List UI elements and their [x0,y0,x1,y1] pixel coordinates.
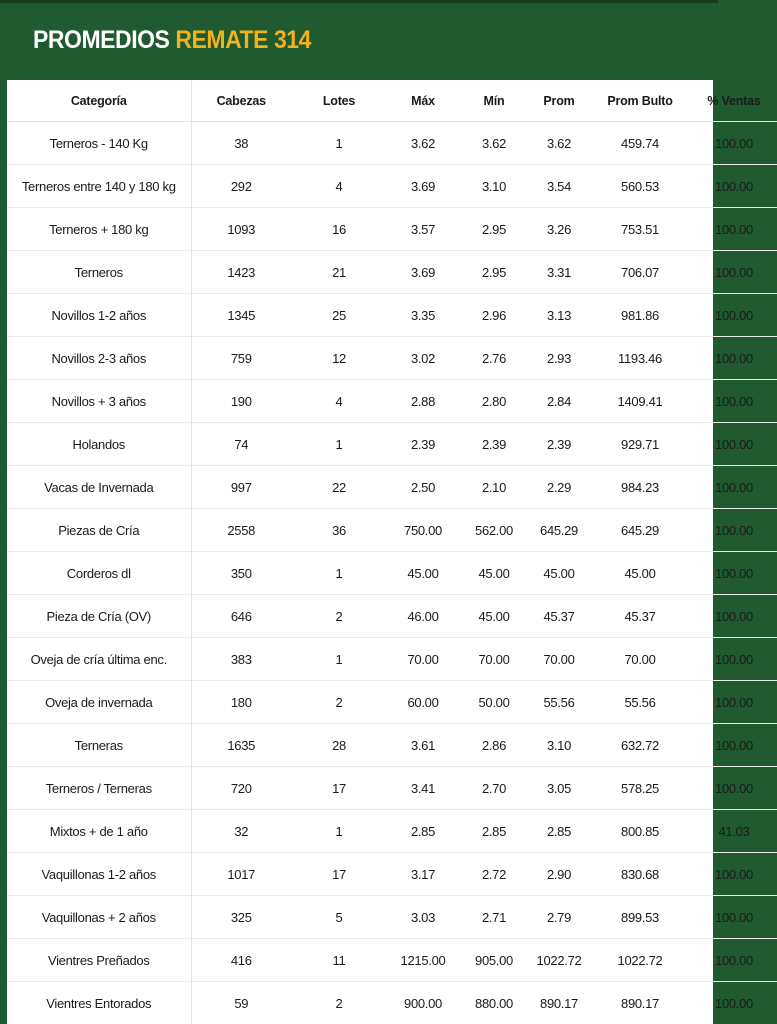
table-row [7,552,777,595]
cell-min: 2.70 [459,767,529,810]
table-row [7,337,777,380]
cell-heads: 383 [191,638,291,681]
table-panel [7,80,761,1024]
cell-sales-pct: 100.00 [691,165,777,208]
cell-avg-bulk: 578.25 [589,767,691,810]
cell-avg-bulk: 632.72 [589,724,691,767]
cell-min: 45.00 [459,595,529,638]
cell-lots: 17 [291,767,387,810]
cell-avg: 2.39 [529,423,589,466]
column-header-category: Categoría [7,80,191,122]
cell-category: Vientres Entorados [7,982,191,1024]
cell-avg: 45.37 [529,595,589,638]
cell-lots: 2 [291,681,387,724]
cell-avg: 3.10 [529,724,589,767]
cell-max: 60.00 [387,681,459,724]
cell-sales-pct: 100.00 [691,294,777,337]
cell-sales-pct: 100.00 [691,380,777,423]
cell-avg: 70.00 [529,638,589,681]
cell-avg-bulk: 890.17 [589,982,691,1024]
cell-avg-bulk: 1022.72 [589,939,691,982]
cell-min: 2.95 [459,251,529,294]
cell-lots: 28 [291,724,387,767]
column-header-min: Mín [459,80,529,122]
cell-lots: 4 [291,165,387,208]
cell-min: 2.85 [459,810,529,853]
cell-max: 46.00 [387,595,459,638]
cell-heads: 325 [191,896,291,939]
cell-lots: 22 [291,466,387,509]
cell-min: 2.80 [459,380,529,423]
page-title [33,26,311,55]
cell-category: Terneros entre 140 y 180 kg [7,165,191,208]
cell-sales-pct: 100.00 [691,982,777,1024]
cell-max: 750.00 [387,509,459,552]
cell-sales-pct: 100.00 [691,638,777,681]
table-row [7,122,777,165]
table-row [7,251,777,294]
cell-heads: 759 [191,337,291,380]
cell-heads: 720 [191,767,291,810]
cell-lots: 4 [291,380,387,423]
cell-category: Terneros / Terneras [7,767,191,810]
cell-avg-bulk: 981.86 [589,294,691,337]
cell-sales-pct: 41.03 [691,810,777,853]
table-row [7,896,777,939]
cell-lots: 17 [291,853,387,896]
cell-lots: 1 [291,423,387,466]
cell-avg-bulk: 929.71 [589,423,691,466]
cell-category: Oveja de invernada [7,681,191,724]
cell-sales-pct: 100.00 [691,939,777,982]
cell-avg: 3.54 [529,165,589,208]
cell-max: 2.39 [387,423,459,466]
table-row [7,982,777,1024]
table-row [7,681,777,724]
averages-table [7,80,777,1024]
cell-min: 2.71 [459,896,529,939]
cell-min: 880.00 [459,982,529,1024]
cell-avg-bulk: 645.29 [589,509,691,552]
table-row [7,208,777,251]
cell-avg-bulk: 984.23 [589,466,691,509]
column-header-sales-pct: % Ventas [691,80,777,122]
cell-category: Holandos [7,423,191,466]
cell-min: 3.62 [459,122,529,165]
cell-category: Terneros [7,251,191,294]
cell-heads: 38 [191,122,291,165]
cell-max: 3.57 [387,208,459,251]
cell-heads: 1423 [191,251,291,294]
cell-avg-bulk: 830.68 [589,853,691,896]
cell-avg-bulk: 459.74 [589,122,691,165]
page-header [0,0,718,80]
cell-category: Mixtos + de 1 año [7,810,191,853]
cell-avg: 2.29 [529,466,589,509]
table-row [7,466,777,509]
cell-avg: 2.85 [529,810,589,853]
cell-avg-bulk: 70.00 [589,638,691,681]
cell-avg: 1022.72 [529,939,589,982]
cell-heads: 350 [191,552,291,595]
table-row [7,423,777,466]
cell-sales-pct: 100.00 [691,853,777,896]
cell-max: 3.41 [387,767,459,810]
cell-max: 3.17 [387,853,459,896]
cell-heads: 1635 [191,724,291,767]
cell-max: 3.03 [387,896,459,939]
cell-category: Vientres Preñados [7,939,191,982]
cell-lots: 11 [291,939,387,982]
cell-heads: 32 [191,810,291,853]
cell-avg: 3.62 [529,122,589,165]
cell-max: 3.02 [387,337,459,380]
cell-sales-pct: 100.00 [691,122,777,165]
cell-lots: 5 [291,896,387,939]
cell-avg-bulk: 706.07 [589,251,691,294]
cell-min: 45.00 [459,552,529,595]
cell-sales-pct: 100.00 [691,724,777,767]
cell-heads: 180 [191,681,291,724]
cell-max: 900.00 [387,982,459,1024]
cell-min: 2.96 [459,294,529,337]
table-row [7,638,777,681]
cell-min: 3.10 [459,165,529,208]
cell-category: Terneros + 180 kg [7,208,191,251]
cell-lots: 25 [291,294,387,337]
cell-lots: 12 [291,337,387,380]
column-header-heads: Cabezas [191,80,291,122]
cell-lots: 1 [291,552,387,595]
column-header-avg-bulk: Prom Bulto [589,80,691,122]
cell-lots: 16 [291,208,387,251]
cell-lots: 2 [291,595,387,638]
title-part-white: PROMEDIOS [33,26,170,54]
cell-heads: 292 [191,165,291,208]
table-row [7,509,777,552]
table-row [7,380,777,423]
cell-sales-pct: 100.00 [691,552,777,595]
cell-max: 2.50 [387,466,459,509]
cell-avg: 645.29 [529,509,589,552]
cell-heads: 2558 [191,509,291,552]
cell-avg: 2.79 [529,896,589,939]
cell-max: 2.88 [387,380,459,423]
cell-min: 2.10 [459,466,529,509]
column-header-lots: Lotes [291,80,387,122]
cell-avg-bulk: 560.53 [589,165,691,208]
cell-avg: 3.31 [529,251,589,294]
table-row [7,724,777,767]
cell-max: 70.00 [387,638,459,681]
cell-avg: 3.26 [529,208,589,251]
cell-sales-pct: 100.00 [691,208,777,251]
table-row [7,939,777,982]
cell-avg-bulk: 753.51 [589,208,691,251]
cell-max: 2.85 [387,810,459,853]
column-header-max: Máx [387,80,459,122]
cell-avg-bulk: 899.53 [589,896,691,939]
cell-heads: 416 [191,939,291,982]
table-body [7,122,777,1024]
cell-heads: 74 [191,423,291,466]
cell-sales-pct: 100.00 [691,509,777,552]
cell-sales-pct: 100.00 [691,423,777,466]
cell-lots: 2 [291,982,387,1024]
cell-min: 70.00 [459,638,529,681]
cell-category: Pieza de Cría (OV) [7,595,191,638]
cell-avg: 3.05 [529,767,589,810]
cell-avg-bulk: 55.56 [589,681,691,724]
cell-heads: 1017 [191,853,291,896]
cell-category: Vaquillonas 1-2 años [7,853,191,896]
cell-avg-bulk: 45.37 [589,595,691,638]
cell-sales-pct: 100.00 [691,896,777,939]
cell-category: Piezas de Cría [7,509,191,552]
cell-avg-bulk: 45.00 [589,552,691,595]
cell-category: Vacas de Invernada [7,466,191,509]
cell-category: Novillos + 3 años [7,380,191,423]
cell-heads: 190 [191,380,291,423]
table-row [7,595,777,638]
cell-max: 3.35 [387,294,459,337]
cell-lots: 21 [291,251,387,294]
cell-max: 3.62 [387,122,459,165]
cell-heads: 646 [191,595,291,638]
cell-min: 562.00 [459,509,529,552]
cell-avg: 2.90 [529,853,589,896]
cell-min: 50.00 [459,681,529,724]
title-part-accent: REMATE 314 [175,26,311,54]
cell-max: 3.69 [387,251,459,294]
cell-sales-pct: 100.00 [691,681,777,724]
cell-avg-bulk: 1409.41 [589,380,691,423]
cell-avg: 890.17 [529,982,589,1024]
cell-max: 3.69 [387,165,459,208]
cell-heads: 997 [191,466,291,509]
cell-avg: 55.56 [529,681,589,724]
table-row [7,853,777,896]
cell-avg: 45.00 [529,552,589,595]
cell-min: 2.95 [459,208,529,251]
cell-avg-bulk: 800.85 [589,810,691,853]
cell-avg: 2.84 [529,380,589,423]
table-row [7,810,777,853]
table-row [7,165,777,208]
cell-category: Novillos 1-2 años [7,294,191,337]
cell-heads: 1345 [191,294,291,337]
cell-category: Terneras [7,724,191,767]
cell-min: 2.86 [459,724,529,767]
cell-avg-bulk: 1193.46 [589,337,691,380]
cell-sales-pct: 100.00 [691,251,777,294]
cell-min: 2.76 [459,337,529,380]
cell-sales-pct: 100.00 [691,466,777,509]
cell-avg: 2.93 [529,337,589,380]
cell-min: 2.72 [459,853,529,896]
cell-lots: 1 [291,810,387,853]
cell-avg: 3.13 [529,294,589,337]
cell-heads: 1093 [191,208,291,251]
cell-sales-pct: 100.00 [691,767,777,810]
cell-category: Novillos 2-3 años [7,337,191,380]
table-row [7,294,777,337]
cell-category: Vaquillonas + 2 años [7,896,191,939]
cell-heads: 59 [191,982,291,1024]
table-row [7,767,777,810]
cell-sales-pct: 100.00 [691,337,777,380]
cell-category: Terneros - 140 Kg [7,122,191,165]
cell-category: Oveja de cría última enc. [7,638,191,681]
cell-min: 905.00 [459,939,529,982]
cell-max: 45.00 [387,552,459,595]
table-header-row [7,80,777,122]
cell-min: 2.39 [459,423,529,466]
cell-lots: 1 [291,122,387,165]
cell-lots: 1 [291,638,387,681]
cell-lots: 36 [291,509,387,552]
cell-category: Corderos dl [7,552,191,595]
cell-max: 3.61 [387,724,459,767]
column-header-avg: Prom [529,80,589,122]
cell-max: 1215.00 [387,939,459,982]
cell-sales-pct: 100.00 [691,595,777,638]
